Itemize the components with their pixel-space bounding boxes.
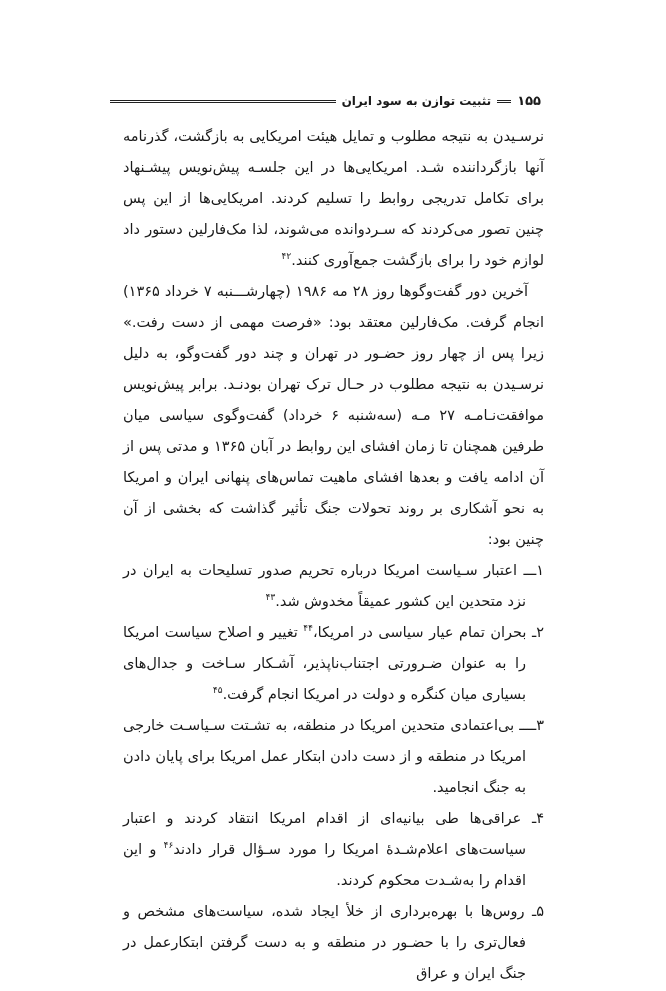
running-header xyxy=(110,91,541,111)
header-rule xyxy=(110,100,336,103)
list-item-4-tail: و این اقدام را به‌شـدت محکوم کردند. xyxy=(123,842,526,889)
list-item-1 xyxy=(123,556,544,618)
paragraph-1 xyxy=(123,122,544,277)
footnote-ref-44: ۴۴ xyxy=(303,624,313,635)
footnote-ref-42: ۴۲ xyxy=(281,252,292,263)
paragraph-2 xyxy=(123,277,544,556)
page-number: ۱۵۵ xyxy=(517,93,541,109)
footnote-ref-43: ۴۳ xyxy=(265,593,276,604)
footnote-ref-46: ۴۶ xyxy=(163,841,174,852)
header-dash xyxy=(497,100,511,103)
list-item-5 xyxy=(123,897,544,990)
footnote-ref-45: ۴۵ xyxy=(212,686,223,697)
list-item-5-text: ۵ـ روس‌ها با بهره‌برداری از خلأ ایجاد شده، سیاست‌های مشخص و فعال‌تری را با حضـور در منطقه و به دست گرفتن ابتکارعمل در جنگ ایران و عراق xyxy=(123,904,544,982)
list-item-4 xyxy=(123,804,544,897)
list-item-2 xyxy=(123,618,544,711)
list-item-3-text: ۳ــــ بی‌اعتمادی متحدین امریکا در منطقه، به تشـتت سـیاسـت خارجی امریکا در منطقه و از دست دادن ابتکار عمل امریکا برای پایان دادن به جنگ انجامید. xyxy=(123,718,544,796)
page-body xyxy=(123,122,544,990)
running-title: تثبیت توازن به سود ایران xyxy=(341,94,492,108)
list-item-4-text: ۴ـ عراقی‌ها طی بیانیه‌ای از اقدام امریکا انتقاد کردند و اعتبار سیاست‌های اعلام‌شـدهٔ امریکا را مورد سـؤال قرار دادند xyxy=(123,811,544,858)
paragraph-1-text: نرسـیدن به نتیجه مطلوب و تمایل هیئت امریکایی به بازگشت، گذرنامه آنها بازگرداننده شـد. امریکایی‌ها در این جلسـه پیش‌نویس پیشـنهاد برای تکامل تدریجی روابط را تسلیم کردند. امریکایی‌ها از این پس چنین تصور می‌کردند که سـردوانده می‌شوند، لذا مک‌فارلین دستور داد لوازم خود را برای بازگشت جمع‌آوری کنند. xyxy=(123,129,544,269)
list-item-1-text: ۱ـــ اعتبار سـیاست امریکا درباره تحریم صدور تسلیحات به ایران در نزد متحدین این کشور عمیقاً مخدوش شد. xyxy=(123,563,544,610)
paragraph-2-text: آخرین دور گفت‌وگوها روز ۲۸ مه ۱۹۸۶ (چهارشـــنبه ۷ خرداد ۱۳۶۵) انجام گرفت. مک‌فارلین معتقد بود: «فرصت مهمی از دست رفت.» زیرا پس از چهار روز حضـور در تهران و چند دور گفت‌وگو، به دلیل نرسـیدن به نتیجه مطلوب در حـال ترک تهران بودنـد. برابر پیش‌نویس موافقت‌نـامـه ۲۷ مـه (سه‌شنبه ۶ خرداد) گفت‌وگوی سیاسی میان طرفین همچنان تا زمان افشای این روابط در آبان ۱۳۶۵ و مدتی پس از آن ادامه یافت و بعدها افشای ماهیت تماس‌های پنهانی ایران و امریکا به نحو آشکاری بر روند تحولات جنگ تأثیر گذاشت که بخشی از آن چنین بود: xyxy=(123,284,544,548)
list-item-2-tail: تغییر و اصلاح سیاست امریکا را به عنوان ضـرورتی اجتناب‌ناپذیر، آشـکار سـاخت و جدال‌های بسیاری میان کنگره و دولت در امریکا انجام گرفت. xyxy=(123,625,526,703)
list-item-3 xyxy=(123,711,544,804)
list-item-2-text: ۲ـ بحران تمام عیار سیاسی در امریکا، xyxy=(312,625,544,641)
